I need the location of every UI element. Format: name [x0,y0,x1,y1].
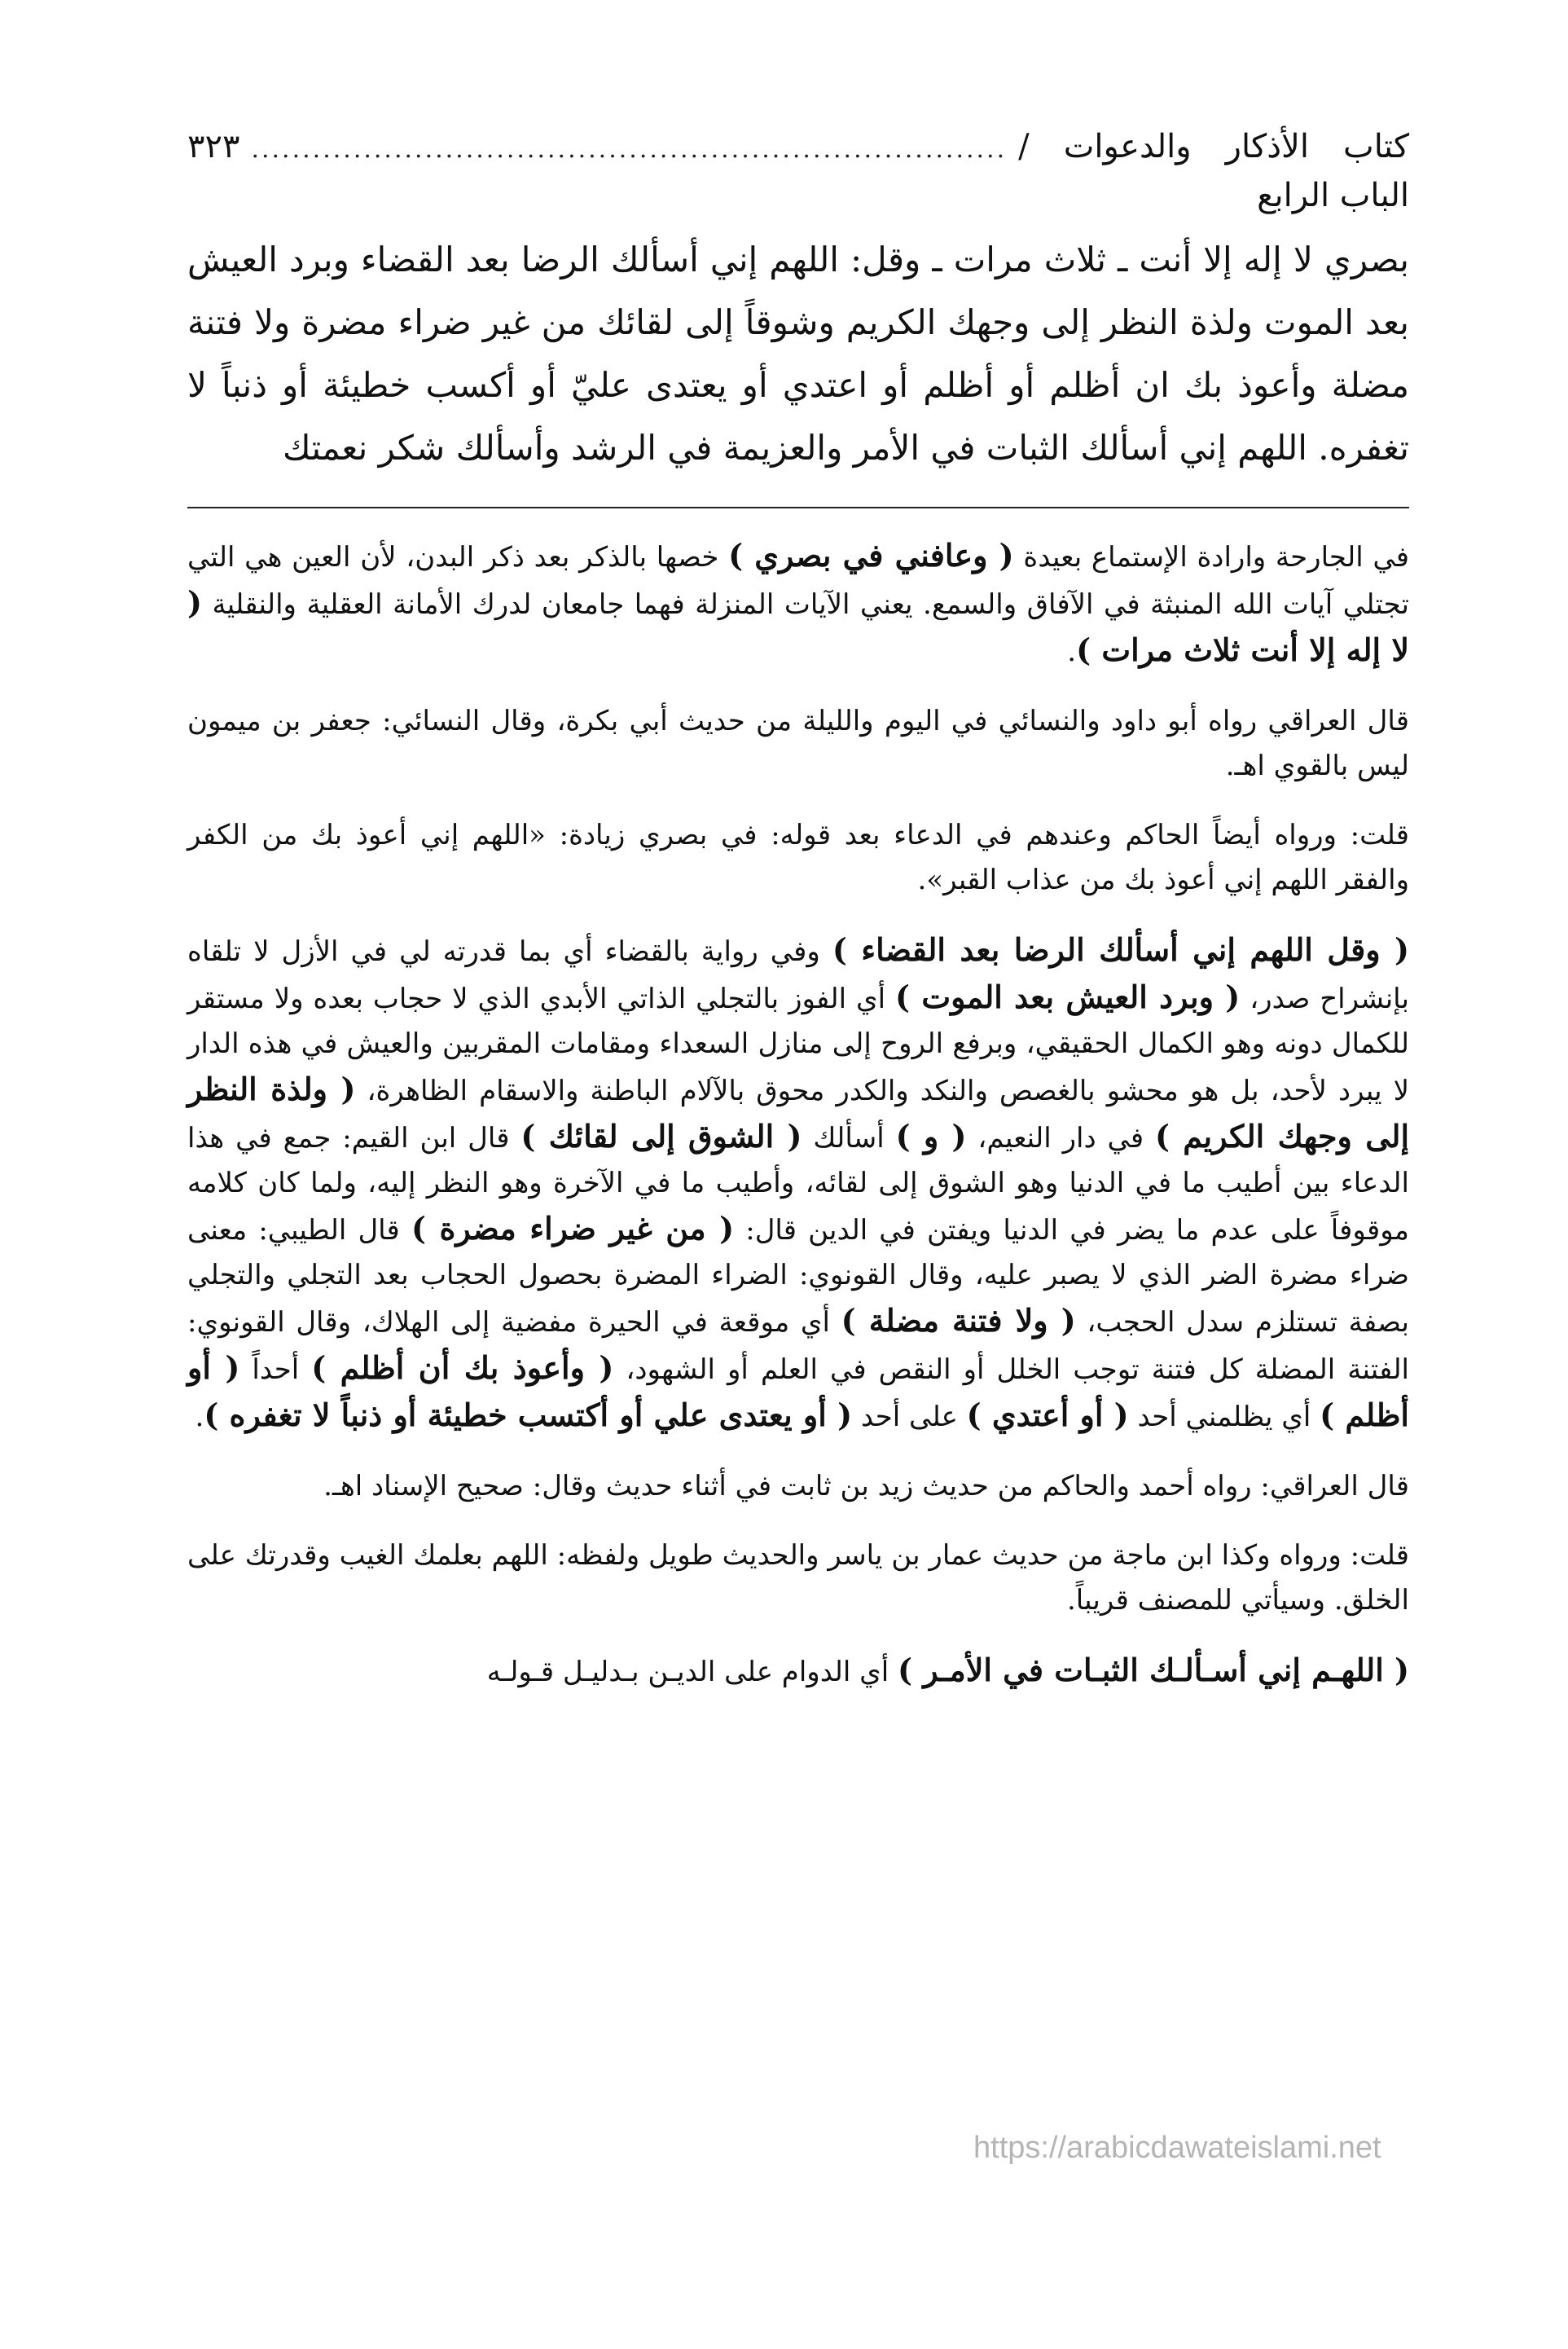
commentary-text: أي الفوز بالتجلي الذاتي الأبدي الذي لا حجاب بعده ولا مستقر للكمال دونه وهو الكمال الحقيقي، وبرفع الروح إلى منازل السعداء ومقامات المقربين والعيش في هذه الدار لا يبرد لأحد، بل هو محشو بالغصص والنكد والكدر محوق بالآلام الباطنة والاسقام الظاهرة، [187,983,1409,1107]
separator-rule [187,507,1409,508]
running-title: كتاب الأذكار والدعوات / الباب الرابع [1018,128,1409,214]
commentary-text: أسألك [813,1122,885,1155]
commentary-text: قال ابن القيم: جمع في هذا الدعاء بين أطيب ما في الدنيا وهو الشوق إلى لقائه، وأطيب ما في الآخرة وهو النظر إليه، ولما كان كلامه موقوفاً على عدم ما يضر في الدنيا ويفتن في الدين قال: [187,1122,1410,1247]
citation-paragraph: قلت: ورواه أيضاً الحاكم وعندهم في الدعاء بعد قوله: في بصري زيادة: «اللهم إني أعوذ بك من الكفر والفقر اللهم إني أعوذ بك من عذاب القبر». [187,819,1409,896]
commentary-paragraph [187,927,1409,1440]
lemma: ( من غير ضراء مضرة ) [411,1210,735,1247]
main-text: بصري لا إله إلا أنت ـ ثلاث مرات ـ وقل: اللهم إني أسألك الرضا بعد القضاء وبرد العيش بعد الموت ولذة النظر إلى وجهك الكريم وشوقاً إلى لقائك من غير ضراء مضرة ولا فتنة مضلة وأعوذ بك ان أظلم أو أظلم أو اعتدي أو يعتدى عليّ أو أكسب خطيئة أو ذنباً لا تغفره. اللهم إني أسألك الثبات في الأمر والعزيمة في الرشد وأسألك شكر نعمتك [187,240,1409,468]
lemma: ( لا إله إلا أنت ثلاث مرات ) [187,584,1409,668]
commentary-text: في الجارحة وارادة الإستماع بعيدة [1023,541,1410,574]
lemma: ( وبرد العيش بعد الموت ) [895,979,1241,1015]
page-number: ٣٢٣ [187,128,240,165]
lemma: ( و ) [895,1118,967,1155]
commentary-text: أي موقعة في الحيرة مفضية إلى الهلاك، وقال القونوي: الفتنة المضلة كل فتنة توجب الخلل أو النقص في العلم أو الشهود، [187,1306,1410,1386]
lemma: ( أو أعتدي ) [966,1397,1129,1433]
commentary-text: . [1067,636,1077,668]
citation-paragraph: قال العراقي رواه أبو داود والنسائي في اليوم والليلة من حديث أبي بكرة، وقال النسائي: جعفر بن ميمون ليس بالقوي اهـ. [187,705,1409,782]
lemma: ( ولا فتنة مضلة ) [841,1302,1076,1339]
commentary-paragraph [187,1647,1409,1695]
lemma: ( وعافني في بصري ) [728,537,1014,574]
commentary-text: . [195,1401,204,1433]
commentary-text: على أحد [860,1401,958,1433]
book-page [187,122,1409,1719]
lemma: ( ولذة النظر إلى وجهك الكريم ) [187,1071,1410,1155]
commentary-text: خصها بالذكر بعد ذكر البدن، لأن العين هي التي تجتلي آيات الله المنبثة في الآفاق والسمع. يعني الآيات المنزلة فهما جامعان لدرك الأمانة العقلية والنقلية [187,541,1409,621]
lemma: ( وقل اللهم إني أسألك الرضا بعد القضاء ) [832,931,1409,968]
lemma: ( وأعوذ بك أن أظلم ) [311,1349,614,1386]
commentary-text: قال الطيبي: معنى ضراء مضرة الضر الذي لا يصبر عليه، وقال القونوي: الضراء المضرة بحصول الحجاب بعد التجلي والتجلي بصفة تستلزم سدل الحجب، [187,1214,1409,1339]
commentary-text: أي الدوام على الديـن بـدليـل قـولـه [486,1656,889,1688]
commentary-paragraph [187,533,1409,675]
watermark-url: https://arabicdawateislami.net [973,2131,1381,2165]
running-header [187,122,1409,214]
leader-dots: .......................................................................... [251,135,1008,164]
lemma: ( الشوق إلى لقائك ) [520,1118,802,1155]
lemma: ( أو يعتدى علي أو أكتسب خطيئة أو ذنباً لا تغفره ) [204,1397,853,1433]
commentary-text: في دار النعيم، [977,1122,1144,1155]
commentary-text: أي يظلمني أحد [1137,1401,1311,1433]
commentary-text: وفي رواية بالقضاء أي بما قدرته لي في الأزل لا تلقاه بإنشراح صدر، [187,935,1410,1015]
commentary-text: أحداً [252,1353,300,1386]
citation-paragraph: قال العراقي: رواه أحمد والحاكم من حديث زيد بن ثابت في أثناء حديث وقال: صحيح الإسناد اهـ. [323,1470,1409,1502]
lemma: ( اللهـم إني أسـألـك الثبـات في الأمـر ) [898,1652,1409,1688]
lemma: ( أو أظلم ) [187,1349,1409,1433]
citation-paragraph: قلت: ورواه وكذا ابن ماجة من حديث عمار بن ياسر والحديث طويل ولفظه: اللهم بعلمك الغيب وقدرتك على الخلق. وسيأتي للمصنف قريباً. [187,1539,1409,1617]
